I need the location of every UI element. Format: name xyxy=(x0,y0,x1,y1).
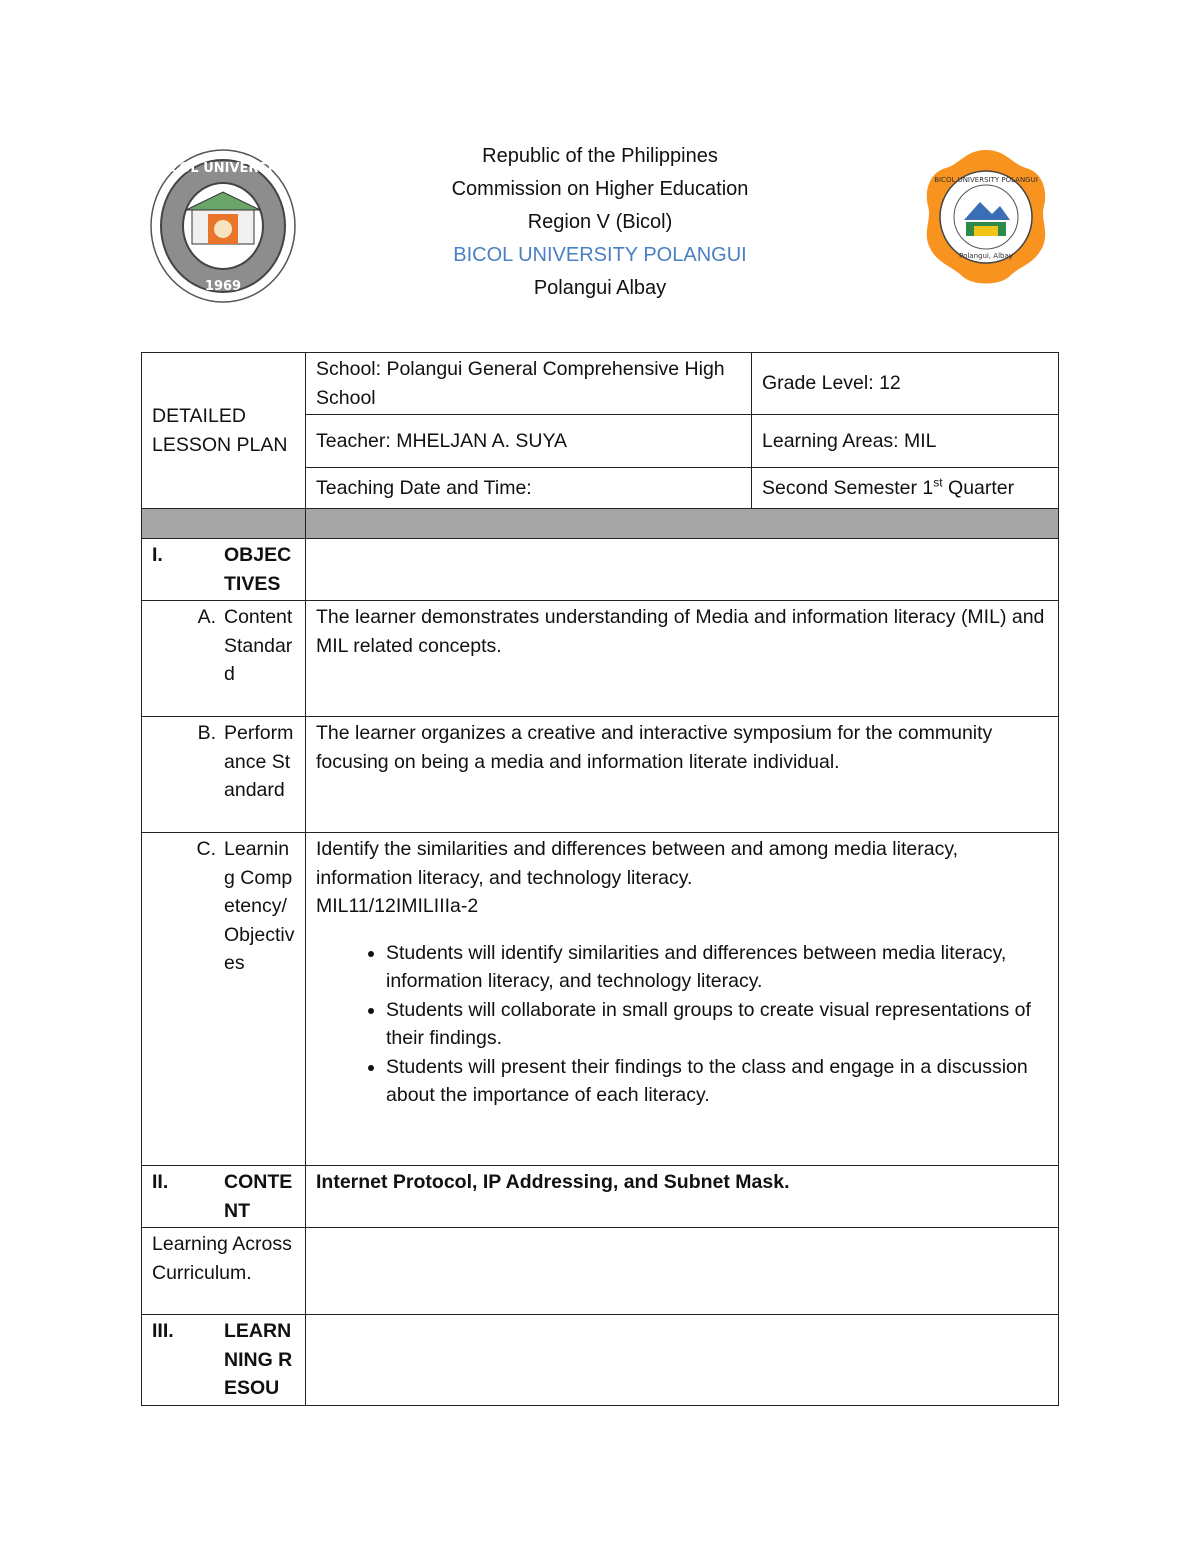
objectives-heading-cell xyxy=(142,539,306,601)
bu-polangui-logo xyxy=(920,146,1052,288)
content-text: Internet Protocol, IP Addressing, and Subnet Mask. xyxy=(316,1171,790,1193)
content-standard-text: The learner demonstrates understanding of Media and information literacy (MIL) and MIL related concepts. xyxy=(316,606,1045,657)
performance-standard-text-cell xyxy=(306,717,1059,833)
plan-title-cell xyxy=(142,353,306,509)
content-number: II. xyxy=(152,1171,169,1193)
performance-standard-letter: B. xyxy=(197,722,216,744)
school-label: School: Polangui General Comprehensive High School xyxy=(316,358,725,409)
seal-text: BICOL UNIVERSITY xyxy=(155,161,291,176)
grade-label: Grade Level: 12 xyxy=(762,372,901,395)
learning-competency-text: Identify the similarities and differences between and among media literacy, information literacy, and technology literacy. xyxy=(316,838,959,889)
content-standard-letter: A. xyxy=(197,606,216,628)
performance-standard-heading-cell xyxy=(142,717,306,833)
logo-top-text: BICOL UNIVERSITY POLANGUI xyxy=(934,176,1038,184)
performance-standard-text: The learner organizes a creative and interactive symposium for the community focusing on being a media and information literate individual. xyxy=(316,722,993,773)
content-standard-text-cell xyxy=(306,601,1059,717)
gray-separator-row xyxy=(142,509,1059,539)
learning-competency-code: MIL11/12IMILIIIa-2 xyxy=(316,895,479,917)
learning-across-cell xyxy=(142,1228,306,1315)
plan-title: DETAILED LESSON PLAN xyxy=(152,405,288,456)
content-heading-cell xyxy=(142,1166,306,1228)
grade-cell xyxy=(752,353,1059,415)
learning-competency-letter: C. xyxy=(196,838,216,860)
list-item: • Students will collaborate in small groups to create visual representations of their findings. xyxy=(386,996,1048,1053)
learning-across-content-cell xyxy=(306,1228,1059,1315)
gray-cell-right xyxy=(306,509,1059,539)
teaching-date-cell xyxy=(306,468,752,509)
semester-superscript: st xyxy=(933,475,943,490)
header-university: BICOL UNIVERSITY POLANGUI xyxy=(453,244,747,266)
seal-year: 1969 xyxy=(204,279,242,294)
learning-areas-cell xyxy=(752,415,1059,468)
school-cell xyxy=(306,353,752,415)
content-label: CONTENT xyxy=(224,1171,293,1222)
learning-competency-heading-cell xyxy=(142,833,306,1166)
learning-areas-label: Learning Areas: MIL xyxy=(762,429,937,452)
header-republic: Republic of the Philippines xyxy=(482,145,718,167)
header-commission: Commission on Higher Education xyxy=(451,178,749,200)
semester-quarter: Quarter xyxy=(942,476,1015,499)
performance-standard-label: Performance Standard xyxy=(224,722,294,801)
content-standard-heading-cell xyxy=(142,601,306,717)
header-region: Region V (Bicol) xyxy=(527,211,673,233)
teacher-cell xyxy=(306,415,752,468)
semester-cell xyxy=(752,468,1059,509)
lesson-plan-table xyxy=(141,352,1059,1406)
learning-objectives-list xyxy=(316,939,1048,1110)
resources-number: III. xyxy=(152,1320,174,1342)
document-header xyxy=(360,140,840,305)
resources-label: LEARNNING RESOU xyxy=(224,1320,293,1399)
learning-competency-label: Learning Competency/ Objectives xyxy=(224,838,295,974)
gray-cell-left xyxy=(142,509,306,539)
learning-across-label: Learning Across Curriculum. xyxy=(152,1233,292,1284)
objectives-label: OBJECTIVES xyxy=(224,544,292,595)
resources-content-cell xyxy=(306,1315,1059,1406)
content-text-cell xyxy=(306,1166,1059,1228)
logo-bottom-text: Polangui, Albay xyxy=(959,252,1013,260)
list-item: • Students will identify similarities and differences between media literacy, information literacy, and technology literacy. xyxy=(386,939,1048,996)
list-item: • Students will present their findings to the class and engage in a discussion about the importance of each literacy. xyxy=(386,1053,1048,1110)
objectives-content-cell xyxy=(306,539,1059,601)
teaching-date-label: Teaching Date and Time: xyxy=(316,476,532,499)
teacher-label: Teacher: MHELJAN A. SUYA xyxy=(316,429,568,452)
semester-label: Second Semester 1 xyxy=(762,476,934,499)
resources-heading-cell xyxy=(142,1315,306,1406)
content-standard-label: Content Standard xyxy=(224,606,293,685)
bicol-university-seal-logo xyxy=(148,146,298,304)
learning-competency-text-cell xyxy=(306,833,1059,1166)
header-location: Polangui Albay xyxy=(533,277,667,299)
objectives-number: I. xyxy=(152,544,163,566)
